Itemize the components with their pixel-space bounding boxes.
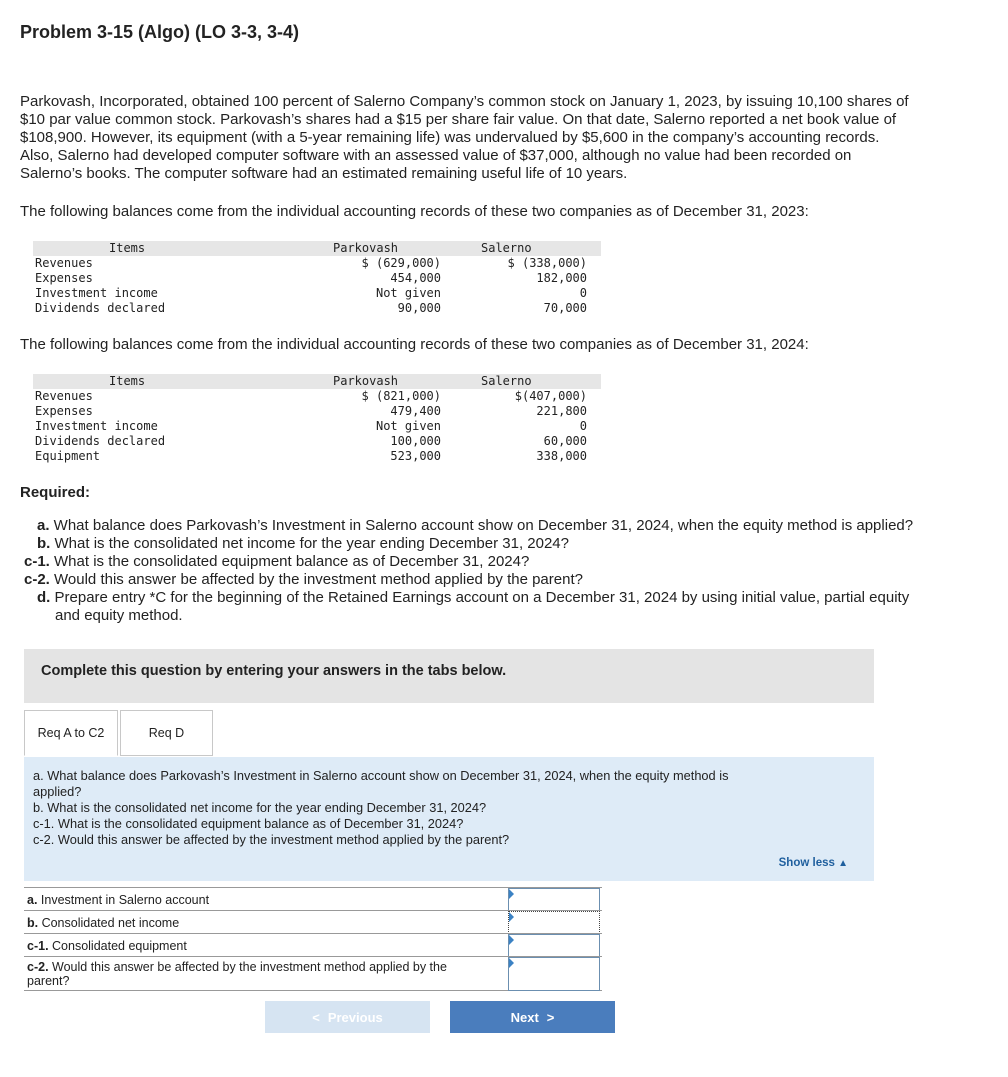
- list-item: [20, 535, 980, 553]
- balances-table-2023: [33, 241, 601, 316]
- question-line: c-1. What is the consolidated equipment balance as of December 31, 2024?: [33, 816, 464, 831]
- tab-req-d[interactable]: Req D: [120, 710, 213, 756]
- answer-label: [27, 916, 179, 930]
- table-row: [33, 419, 601, 434]
- cell-salerno: 0: [579, 419, 587, 433]
- next-label: Next: [510, 1009, 539, 1025]
- instructions-box: [24, 649, 874, 703]
- cell-salerno: $(407,000): [514, 389, 587, 403]
- col-header-parkovash: Parkovash: [325, 241, 441, 256]
- cell-parkovash: $ (821,000): [361, 389, 441, 403]
- col-header-parkovash: Parkovash: [325, 374, 441, 389]
- cell-parkovash: Not given: [375, 286, 441, 300]
- cell-parkovash: $ (629,000): [361, 256, 441, 270]
- table-row: [24, 910, 602, 933]
- row-label: Investment income: [35, 419, 158, 433]
- question-line: c-2. Would this answer be affected by the investment method applied by the parent?: [33, 832, 510, 847]
- required-heading: Required:: [20, 484, 91, 501]
- item-text: What is the consolidated net income for the year ending December 31, 2024?: [50, 535, 569, 552]
- table-row: [33, 389, 601, 404]
- show-less-link[interactable]: [779, 857, 848, 869]
- intro-line: $108,900. However, its equipment (with a 5-year remaining life) was undervalued by $5,600 in the company’s accounting records.: [20, 129, 880, 146]
- lead-2023: The following balances come from the individual accounting records of these two companies as of December 31, 2023:: [20, 203, 809, 220]
- table-row: [33, 286, 601, 301]
- cell-parkovash: 454,000: [390, 271, 441, 285]
- intro-line: Also, Salerno had developed computer software with an assessed value of $37,000, although no value had been recorded on: [20, 147, 852, 164]
- intro-line: Parkovash, Incorporated, obtained 100 percent of Salerno Company’s common stock on January 1, 2023, by issuing 10,100 shares of: [20, 93, 909, 110]
- table-row: [33, 256, 601, 271]
- row-label: Dividends declared: [35, 301, 166, 315]
- cell-parkovash: 90,000: [397, 301, 441, 315]
- question-text: [33, 768, 853, 848]
- previous-label: Previous: [327, 1009, 383, 1025]
- chevron-left-icon: <: [312, 1009, 320, 1025]
- col-header-items: Items: [33, 374, 325, 389]
- cell-parkovash: 523,000: [390, 449, 441, 463]
- item-tag: c-2.: [24, 571, 50, 588]
- row-label: Investment income: [35, 286, 158, 300]
- list-item: [20, 517, 980, 535]
- intro-line: $10 par value common stock. Parkovash’s shares had a $15 per share fair value. On that date, Salerno reported a net book value of: [20, 111, 897, 128]
- answer-tag: a.: [27, 893, 38, 907]
- tab-req-a-to-c2[interactable]: Req A to C2: [24, 710, 118, 756]
- item-text: What is the consolidated equipment balance as of December 31, 2024?: [49, 553, 530, 570]
- list-item-continuation: and equity method.: [55, 607, 183, 624]
- table-row: [33, 434, 601, 449]
- list-item: [20, 571, 980, 589]
- investment-in-salerno-input[interactable]: [508, 888, 600, 911]
- cell-salerno: 182,000: [536, 271, 587, 285]
- answer-label-text: Consolidated equipment: [48, 939, 187, 953]
- balances-table-2024: [33, 374, 601, 464]
- row-label: Expenses: [35, 271, 93, 285]
- answer-label: [27, 893, 209, 907]
- row-label: Expenses: [35, 404, 93, 418]
- item-tag: d.: [37, 589, 51, 606]
- item-text: Prepare entry *C for the beginning of the Retained Earnings account on a December 31, 2024 by using initial value, partial equity: [50, 589, 910, 606]
- item-tag: c-1.: [24, 553, 50, 570]
- row-label: Revenues: [35, 256, 93, 270]
- answer-tag: b.: [27, 916, 39, 930]
- item-tag: b.: [37, 535, 51, 552]
- item-tag: a.: [37, 517, 50, 534]
- consolidated-equipment-input[interactable]: [508, 934, 600, 957]
- cell-salerno: 60,000: [543, 434, 587, 448]
- table-row: [24, 933, 602, 956]
- show-less-label[interactable]: Show less: [778, 857, 835, 869]
- table-row: [33, 449, 601, 464]
- table-row: [24, 956, 602, 991]
- cell-parkovash: 100,000: [390, 434, 441, 448]
- row-label: Dividends declared: [35, 434, 166, 448]
- triangle-up-icon: ▲: [838, 858, 848, 869]
- answer-label-text: Would this answer be affected by the investment method applied by the: [48, 960, 447, 974]
- next-button[interactable]: [450, 1001, 615, 1033]
- list-item: [20, 553, 980, 571]
- item-text: What balance does Parkovash’s Investment in Salerno account show on December 31, 2024, when the equity method is applied?: [49, 517, 914, 534]
- question-line: applied?: [33, 784, 82, 799]
- cell-parkovash: Not given: [375, 419, 441, 433]
- lead-2024: The following balances come from the individual accounting records of these two companies as of December 31, 2024:: [20, 336, 809, 353]
- problem-description: [20, 93, 950, 183]
- row-label: Revenues: [35, 389, 93, 403]
- cell-salerno: 0: [579, 286, 587, 300]
- list-item: [20, 589, 980, 607]
- cell-salerno: 221,800: [536, 404, 587, 418]
- previous-button[interactable]: [265, 1001, 430, 1033]
- col-header-salerno: Salerno: [441, 374, 601, 389]
- answer-label-text: Consolidated net income: [38, 916, 180, 930]
- col-header-items: Items: [33, 241, 325, 256]
- row-label: Equipment: [35, 449, 101, 463]
- answer-table: [24, 887, 602, 991]
- investment-method-effect-input[interactable]: [508, 957, 600, 991]
- answer-tag: c-2.: [27, 960, 49, 974]
- table-row: [33, 404, 601, 419]
- answer-label: [27, 939, 187, 953]
- answer-label: [27, 960, 447, 988]
- cell-parkovash: 479,400: [390, 404, 441, 418]
- answer-label-text-cont: parent?: [27, 974, 70, 988]
- instructions-text: Complete this question by entering your answers in the tabs below.: [41, 663, 507, 679]
- chevron-right-icon: >: [546, 1009, 555, 1025]
- item-text: Would this answer be affected by the investment method applied by the parent?: [49, 571, 583, 588]
- table-row: [33, 301, 601, 316]
- table-row: [24, 887, 602, 910]
- question-line: b. What is the consolidated net income for the year ending December 31, 2024?: [33, 800, 487, 815]
- col-header-salerno: Salerno: [441, 241, 601, 256]
- question-line: a. What balance does Parkovash’s Investment in Salerno account show on December 31, 2024, when the equity method is: [33, 768, 729, 783]
- question-panel: [24, 757, 874, 881]
- problem-title: Problem 3-15 (Algo) (LO 3-3, 3-4): [20, 22, 300, 42]
- table-row: [33, 271, 601, 286]
- intro-line: Salerno’s books. The computer software had an estimated remaining useful life of 10 years.: [20, 165, 628, 182]
- consolidated-net-income-input[interactable]: [508, 911, 600, 934]
- cell-salerno: $ (338,000): [507, 256, 587, 270]
- cell-salerno: 70,000: [543, 301, 587, 315]
- answer-tag: c-1.: [27, 939, 49, 953]
- answer-label-text: Investment in Salerno account: [37, 893, 210, 907]
- cell-salerno: 338,000: [536, 449, 587, 463]
- required-list: [20, 517, 980, 625]
